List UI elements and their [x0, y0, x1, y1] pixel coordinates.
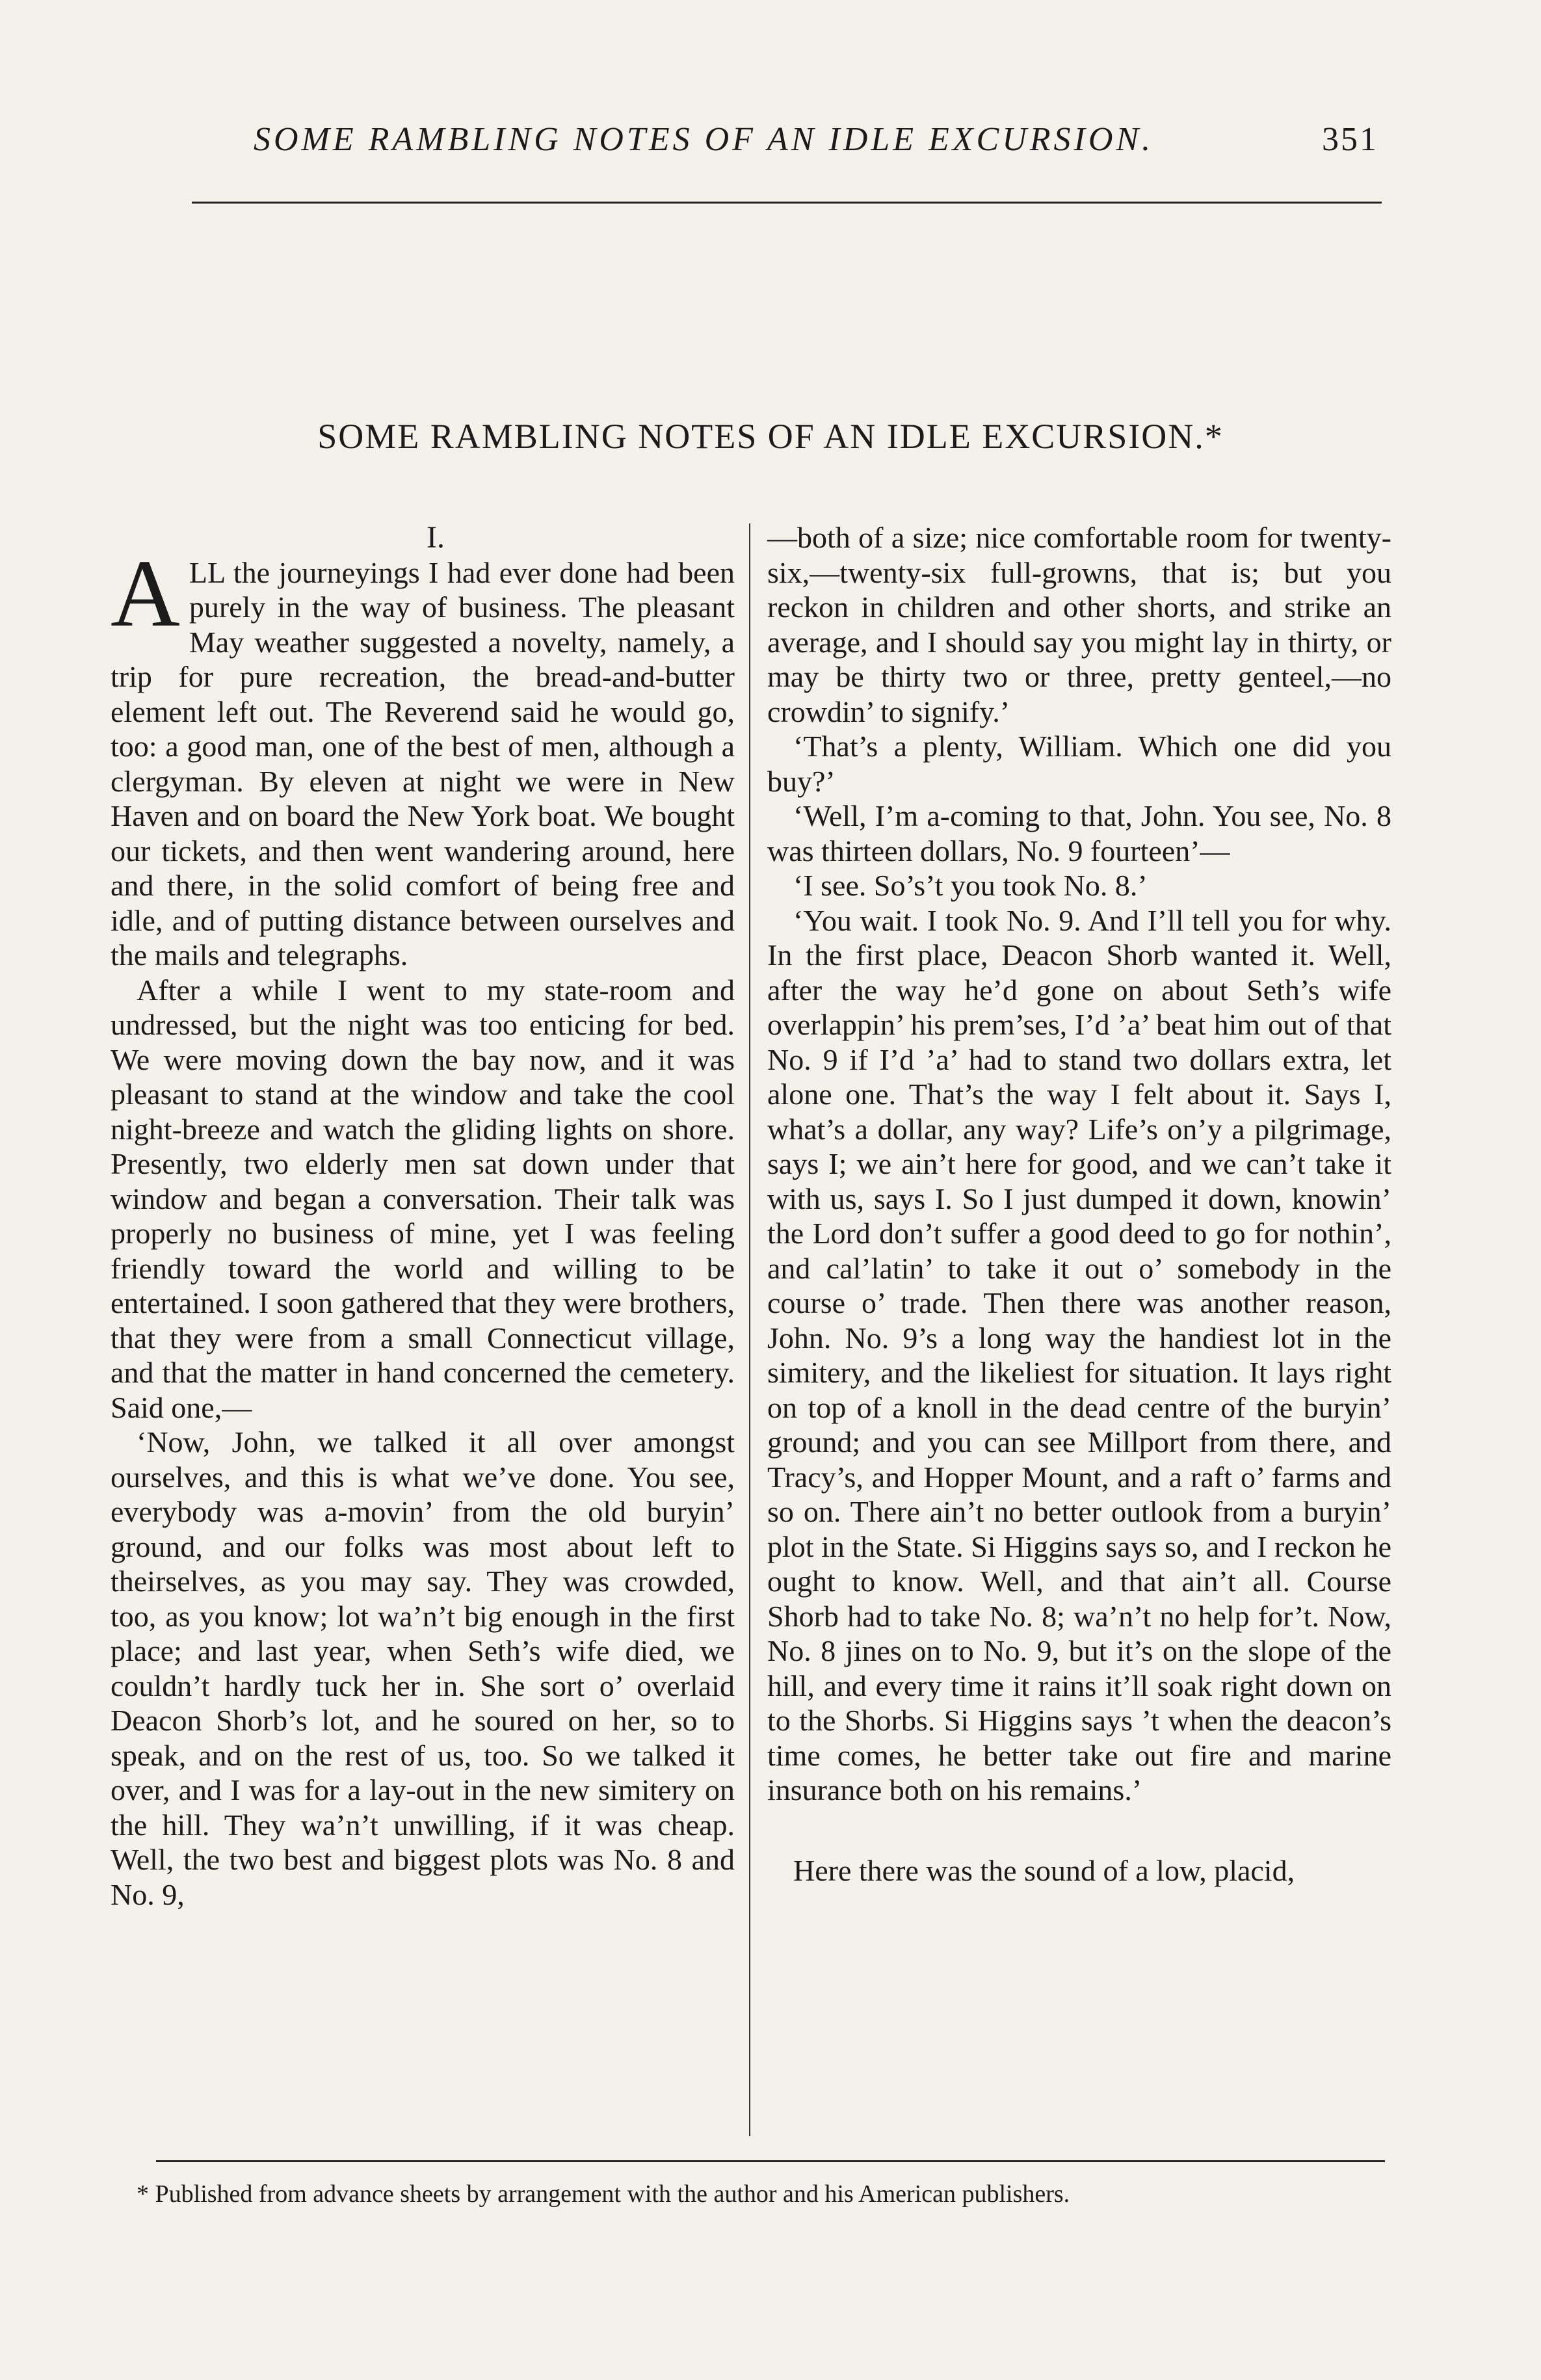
- paragraph: [111, 540, 735, 973]
- drop-cap: A: [111, 540, 180, 647]
- footnote: * Published from advance sheets by arrangement with the author and his American publishers.: [137, 2180, 1070, 2208]
- paragraph: ‘That’s a plenty, William. Which one did you buy?’: [767, 730, 1391, 798]
- header-rule: [192, 202, 1382, 204]
- paragraph: ‘Well, I’m a-coming to that, John. You see, No. 8 was thirteen dollars, No. 9 fourteen’—: [767, 799, 1391, 867]
- paragraph: ‘You wait. I took No. 9. And I’ll tell you for why. In the first place, Deacon Shorb wanted it. Well, after the way he’d gone on about Seth’s wife overlappin’ his prem’ses, I’d ’a’ beat him out of that No. 9 if I’d ’a’ had to stand two dollars extra, let alone one. That’s the way I felt about it. Says I, what’s a dollar, any way? Life’s on’y a pilgrimage, says I; we ain’t here for good, and we can’t take it with us, says I. So I just dumped it down, knowin’ the Lord don’t suffer a good deed to go for nothin’, and cal’latin’ to take it out o’ somebody in the course o’ trade. Then there was another reason, John. No. 9’s a long way the handiest lot in the simitery, and the likeliest for situation. It lays right on top of a knoll in the dead centre of the buryin’ ground; and you can see Millport from there, and Tracy’s, and Hopper Mount, and a raft o’ farms and so on. There ain’t no better outlook from a buryin’ plot in the State. Si Higgins says so, and I reckon he ought to know. Well, and that ain’t all. Course Shorb had to take No. 8; wa’n’t no help for’t. Now, No. 8 jines on to No. 9, but it’s on the slope of the hill, and every time it rains it’ll soak right down on to the Shorbs. Si Higgins says ’t when the deacon’s time comes, he better take out fire and marine insurance both on his remains.’: [767, 903, 1391, 1806]
- footnote-rule: [156, 2160, 1385, 2162]
- section-number: I.: [427, 520, 445, 555]
- right-column: [767, 520, 1391, 1888]
- paragraph: —both of a size; nice comfortable room for twenty-six,—twenty-six full-growns, that is; but you reckon in children and other shorts, and strike an average, and I should say you might lay in thirty, or may be thirty two or three, pretty genteel,—no crowdin’ to signify.’: [767, 521, 1391, 728]
- running-title: SOME RAMBLING NOTES OF AN IDLE EXCURSION.: [254, 121, 1154, 158]
- paragraph-text: LL the journeyings I had ever done had been purely in the way of business. The pleasant May weather suggested a novelty, namely, a trip for pure recreation, the bread-and-butter element left out. The Reverend said he would go, too: a good man, one of the best of men, although a clergyman. By eleven at night we were in New Haven and on board the New York boat. We bought our tickets, and then went wandering around, here and there, in the solid comfort of being free and idle, and of putting distance between ourselves and the mails and telegraphs.: [111, 555, 735, 972]
- article-title: SOME RAMBLING NOTES OF AN IDLE EXCURSION.*: [317, 417, 1224, 456]
- paragraph: Here there was the sound of a low, placid,: [793, 1853, 1295, 1887]
- left-column: [111, 520, 735, 1912]
- paragraph: ‘I see. So’s’t you took No. 8.’: [793, 869, 1148, 902]
- page-number: 351: [1322, 121, 1378, 158]
- column-divider: [749, 523, 750, 2136]
- paragraph: After a while I went to my state-room and undressed, but the night was too enticing for bed. We were moving down the bay now, and it was pleasant to stand at the window and take the cool night-breeze and watch the gliding lights on shore. Presently, two elderly men sat down under that window and began a conversation. Their talk was properly no business of mine, yet I was feeling friendly toward the world and willing to be entertained. I soon gathered that they were brothers, that they were from a small Connecticut village, and that the matter in hand concerned the cemetery. Said one,—: [111, 973, 735, 1424]
- running-head: [215, 120, 1378, 172]
- paragraph: ‘Now, John, we talked it all over amongst ourselves, and this is what we’ve done. You see, everybody was a-movin’ from the old buryin’ ground, and our folks was most about left to theirselves, as you may say. They was crowded, too, as you know; lot wa’n’t big enough in the first place; and last year, when Seth’s wife died, we couldn’t hardly tuck her in. She sort o’ overlaid Deacon Shorb’s lot, and he soured on her, so to speak, and on the rest of us, too. So we talked it over, and I was for a lay-out in the new simitery on the hill. They wa’n’t unwilling, if it was cheap. Well, the two best and biggest plots was No. 8 and No. 9,: [111, 1425, 735, 1911]
